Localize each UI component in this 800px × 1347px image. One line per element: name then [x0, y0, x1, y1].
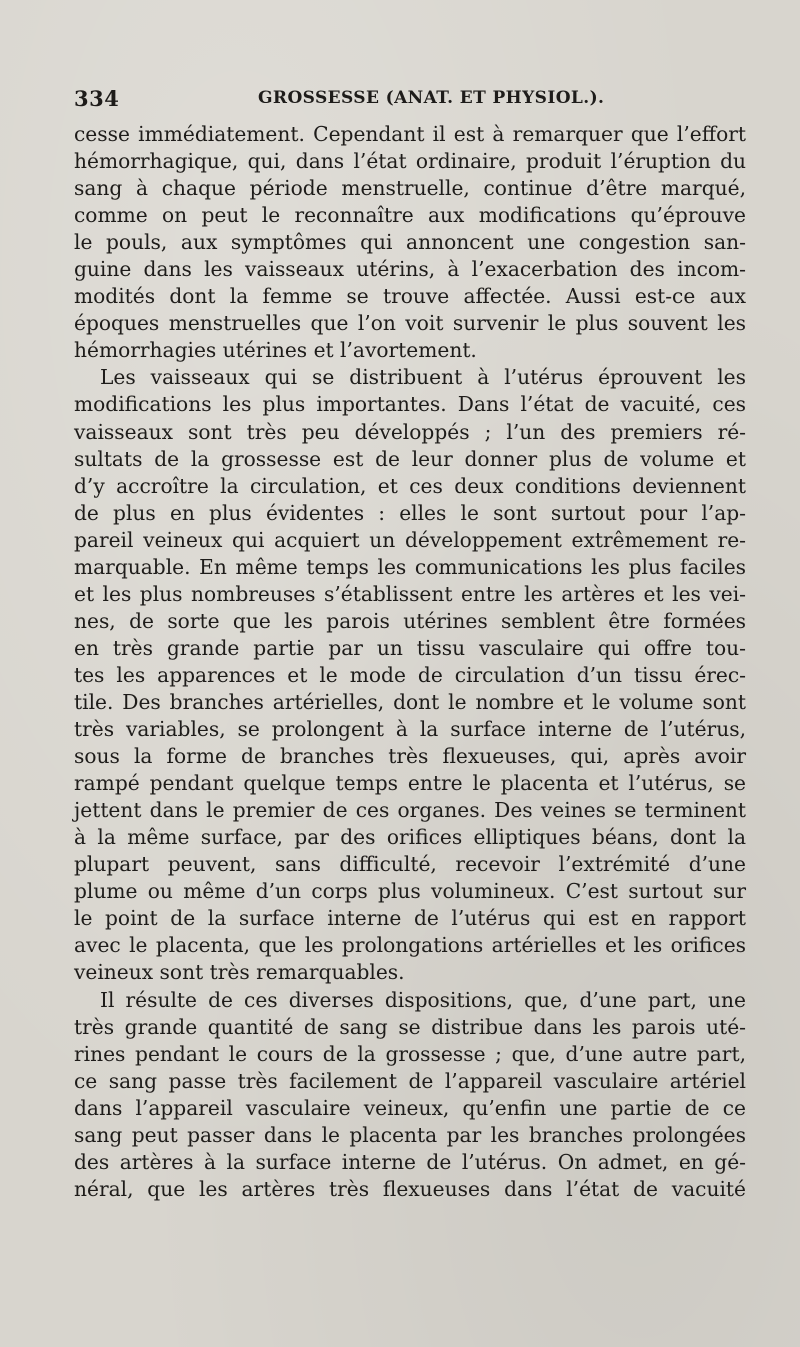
text-line: veineux sont très remarquables.	[74, 960, 405, 985]
text-line: d’y accroître la circulation, et ces deux conditions deviennent	[74, 473, 746, 498]
text-line: pareil veineux qui acquiert un développement extrêmement re-	[74, 527, 746, 552]
text-line: modifications les plus importantes. Dans l’état de vacuité, ces	[74, 392, 746, 417]
text-line: comme on peut le reconnaître aux modifications qu’éprouve	[74, 203, 746, 228]
text-line: néral, que les artères très flexueuses dans l’état de vacuité	[74, 1176, 746, 1201]
text-line: sang à chaque période menstruelle, continue d’être marqué,	[74, 176, 746, 201]
text-line: le pouls, aux symptômes qui annoncent une congestion san-	[74, 230, 746, 255]
text-line: avec le placenta, que les prolongations artérielles et les orifices	[74, 933, 746, 958]
text-line: et les plus nombreuses s’établissent entre les artères et les vei-	[74, 581, 746, 606]
text-line: nes, de sorte que les parois utérines semblent être formées	[74, 608, 746, 633]
text-line: à la même surface, par des orifices elliptiques béans, dont la	[74, 825, 746, 850]
text-line: tile. Des branches artérielles, dont le nombre et le volume sont	[74, 689, 746, 714]
running-head: GROSSESSE (ANAT. ET PHYSIOL.).	[258, 88, 605, 108]
text-line: plume ou même d’un corps plus volumineux. C’est surtout sur	[74, 879, 746, 904]
text-line: plupart peuvent, sans difficulté, recevoir l’extrémité d’une	[74, 852, 746, 877]
text-line: dans l’appareil vasculaire veineux, qu’enfin une partie de ce	[74, 1095, 746, 1120]
text-line: marquable. En même temps les communications les plus faciles	[74, 554, 746, 579]
text-line: ce sang passe très facilement de l’appareil vasculaire artériel	[74, 1068, 746, 1093]
page-number: 334	[74, 86, 120, 111]
text-line: très variables, se prolongent à la surface interne de l’utérus,	[74, 717, 746, 742]
text-line: hémorrhagies utérines et l’avortement.	[74, 338, 477, 363]
text-line: hémorrhagique, qui, dans l’état ordinaire, produit l’éruption du	[74, 149, 746, 174]
text-line: sang peut passer dans le placenta par les branches prolongées	[74, 1122, 746, 1147]
paragraph-first-line: Il résulte de ces diverses dispositions, que, d’une part, une	[100, 987, 746, 1012]
paragraph-first-line: Les vaisseaux qui se distribuent à l’utérus éprouvent les	[100, 365, 746, 390]
text-line: des artères à la surface interne de l’utérus. On admet, en gé-	[74, 1149, 746, 1174]
text-line: rampé pendant quelque temps entre le placenta et l’utérus, se	[74, 771, 746, 796]
text-line: en très grande partie par un tissu vasculaire qui offre tou-	[74, 635, 746, 660]
page-header	[74, 86, 746, 116]
text-line: sous la forme de branches très flexueuses, qui, après avoir	[74, 744, 746, 769]
text-line: sultats de la grossesse est de leur donner plus de volume et	[74, 446, 746, 471]
text-line: guine dans les vaisseaux utérins, à l’exacerbation des incom-	[74, 257, 746, 282]
text-line: le point de la surface interne de l’utérus qui est en rapport	[74, 906, 746, 931]
body-text	[74, 121, 746, 1203]
text-line: modités dont la femme se trouve affectée. Aussi est-ce aux	[74, 284, 746, 309]
text-line: vaisseaux sont très peu développés ; l’un des premiers ré-	[74, 419, 746, 444]
text-line: cesse immédiatement. Cependant il est à remarquer que l’effort	[74, 122, 746, 146]
text-line: jettent dans le premier de ces organes. Des veines se terminent	[74, 798, 746, 823]
text-line: époques menstruelles que l’on voit survenir le plus souvent les	[74, 311, 746, 336]
text-line: très grande quantité de sang se distribue dans les parois uté-	[74, 1014, 746, 1039]
text-line: de plus en plus évidentes : elles le sont surtout pour l’ap-	[74, 500, 746, 525]
text-line: rines pendant le cours de la grossesse ; que, d’une autre part,	[74, 1041, 746, 1066]
text-line: tes les apparences et le mode de circulation d’un tissu érec-	[74, 662, 746, 687]
